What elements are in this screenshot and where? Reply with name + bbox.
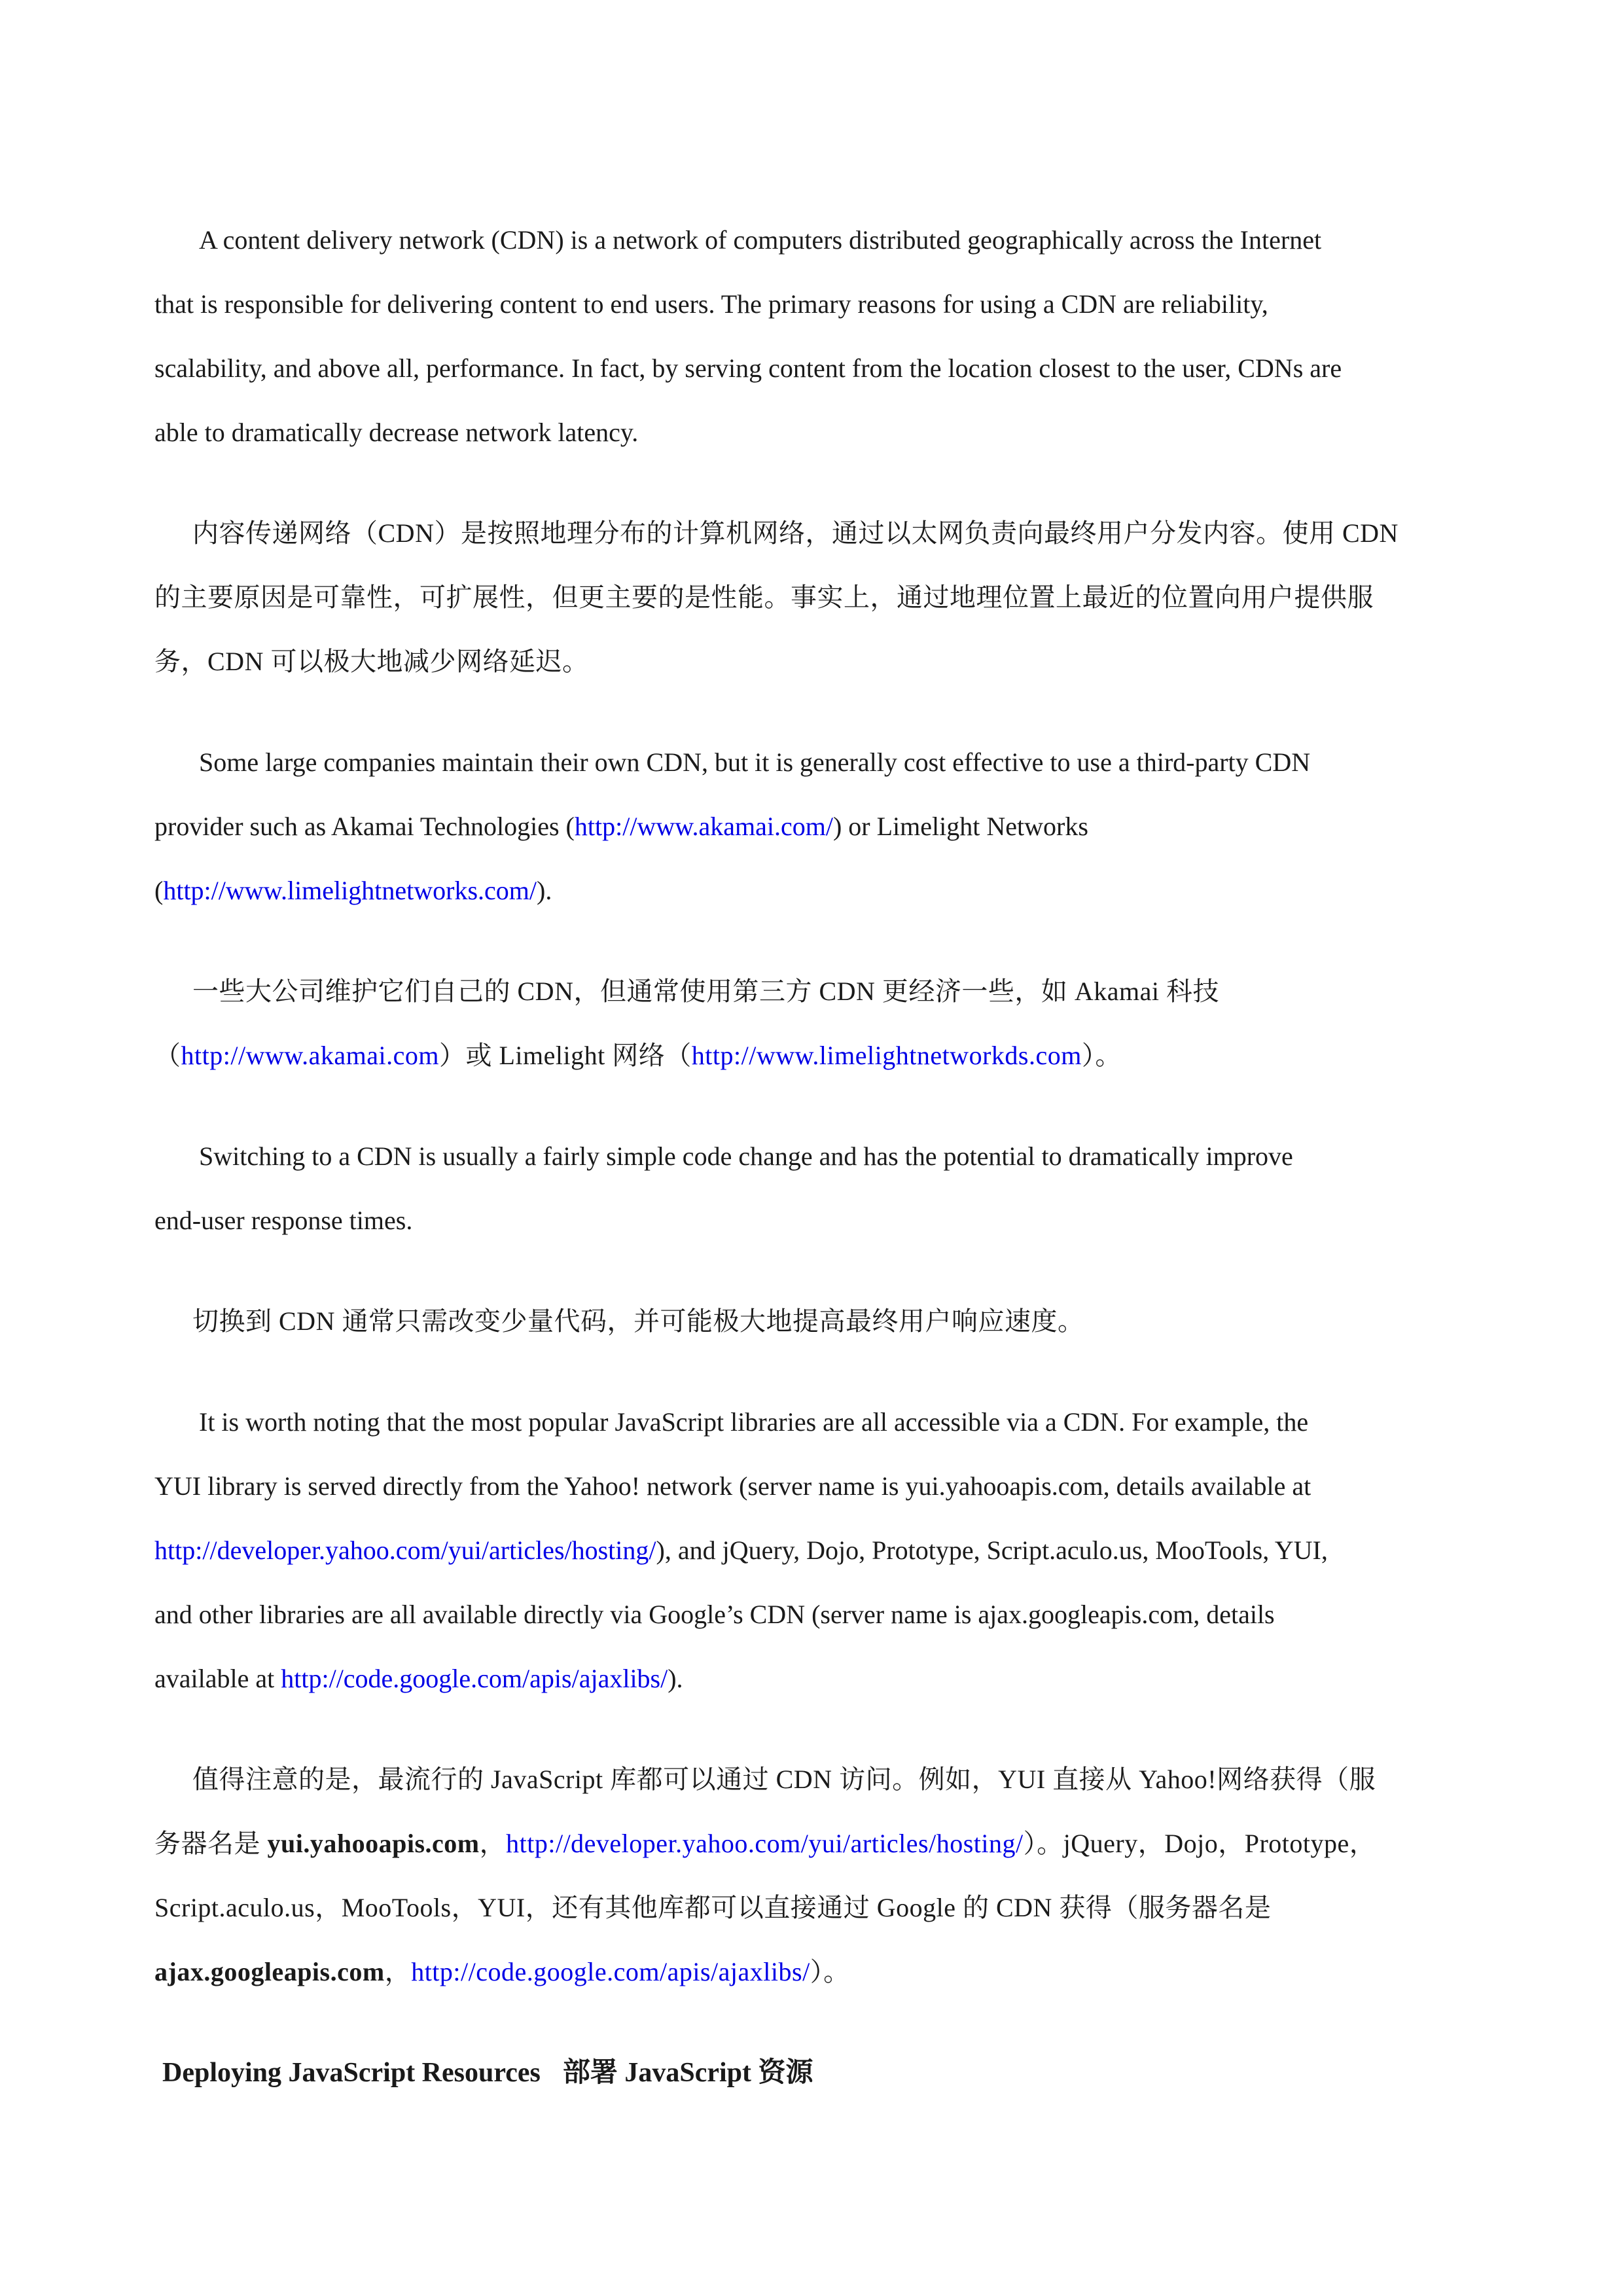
text-fragment: provider such as Akamai Technologies (	[154, 812, 575, 841]
text-line: able to dramatically decrease network latency.	[154, 418, 639, 447]
text-fragment: ).	[668, 1664, 683, 1693]
text-fragment: ）。	[810, 1957, 850, 1986]
google-ajaxlibs-link[interactable]: http://code.google.com/apis/ajaxlibs/	[411, 1957, 810, 1986]
text-fragment: ) or Limelight Networks	[832, 812, 1088, 841]
paragraph-cdn-providers-zh	[154, 960, 1470, 1088]
text-line	[154, 1812, 1470, 1876]
text-fragment: （	[154, 1041, 181, 1070]
text-line: YUI library is served directly from the Yahoo! network (server name is yui.yahooapis.com, details available at	[154, 1471, 1311, 1501]
akamai-link[interactable]: http://www.akamai.com/	[574, 812, 833, 841]
google-ajaxlibs-link[interactable]: http://code.google.com/apis/ajaxlibs/	[281, 1664, 668, 1693]
text-line: and other libraries are all available directly via Google’s CDN (server name is ajax.googleapis.com, details	[154, 1600, 1275, 1629]
text-line: 切换到 CDN 通常只需改变少量代码，并可能极大地提高最终用户响应速度。	[192, 1306, 1084, 1336]
paragraph-cdn-providers-en	[154, 730, 1470, 923]
text-line	[154, 1647, 1470, 1711]
bold-server-name: yui.yahooapis.com	[267, 1829, 480, 1858]
text-line	[154, 1518, 1470, 1583]
yahoo-hosting-link[interactable]: http://developer.yahoo.com/yui/articles/hosting/	[154, 1535, 656, 1565]
text-fragment: ）。jQuery，Dojo，Prototype，	[1023, 1829, 1376, 1858]
section-heading-zh: 部署 JavaScript 资源	[562, 2058, 813, 2088]
paragraph-cdn-switching-en	[154, 1124, 1470, 1253]
text-line	[154, 1940, 1470, 2004]
text-line	[154, 795, 1470, 859]
text-fragment: ), and jQuery, Dojo, Prototype, Script.aculo.us, MooTools, YUI,	[656, 1535, 1328, 1565]
text-line: 一些大公司维护它们自己的 CDN，但通常使用第三方 CDN 更经济一些，如 Akamai 科技	[192, 977, 1220, 1006]
text-fragment: ）。	[1081, 1041, 1122, 1070]
document-page	[154, 208, 1470, 2105]
paragraph-js-libraries-en	[154, 1390, 1470, 1711]
text-fragment: ，	[479, 1829, 507, 1858]
text-fragment: 务器名是	[154, 1829, 268, 1858]
text-line: A content delivery network (CDN) is a network of computers distributed geographically across the Internet	[199, 225, 1322, 255]
yahoo-hosting-link[interactable]: http://developer.yahoo.com/yui/articles/hosting/	[506, 1829, 1024, 1858]
paragraph-js-libraries-zh	[154, 1748, 1470, 2004]
text-line: Script.aculo.us，MooTools，YUI，还有其他库都可以直接通过 Google 的 CDN 获得（服务器名是	[154, 1893, 1272, 1922]
text-line: end-user response times.	[154, 1206, 413, 1235]
text-fragment: ，	[384, 1957, 412, 1986]
text-fragment: (	[154, 876, 164, 905]
text-line: It is worth noting that the most popular JavaScript libraries are all accessible via a CDN. For example, the	[199, 1407, 1309, 1437]
paragraph-cdn-definition-en	[154, 208, 1470, 465]
text-line: Switching to a CDN is usually a fairly simple code change and has the potential to dramatically improve	[199, 1141, 1293, 1171]
section-heading	[154, 2041, 1470, 2105]
text-fragment: ).	[537, 876, 552, 905]
text-line: scalability, and above all, performance. In fact, by serving content from the location closest to the user, CDNs are	[154, 353, 1342, 383]
text-fragment: available at	[154, 1664, 281, 1693]
limelight-link[interactable]: http://www.limelightnetworks.com/	[163, 876, 537, 905]
bold-server-name: ajax.googleapis.com	[154, 1957, 385, 1986]
text-line	[154, 1024, 1470, 1088]
text-line: 内容传递网络（CDN）是按照地理分布的计算机网络，通过以太网负责向最终用户分发内容。使用 CDN	[192, 518, 1399, 548]
text-line: 务，CDN 可以极大地减少网络延迟。	[154, 647, 589, 676]
paragraph-cdn-definition-zh	[154, 501, 1470, 694]
text-line: 的主要原因是可靠性，可扩展性，但更主要的是性能。事实上，通过地理位置上最近的位置向用户提供服	[154, 583, 1374, 612]
text-line: 值得注意的是，最流行的 JavaScript 库都可以通过 CDN 访问。例如，YUI 直接从 Yahoo!网络获得（服	[192, 1765, 1376, 1794]
text-line: Some large companies maintain their own CDN, but it is generally cost effective to use a third-party CDN	[199, 747, 1311, 777]
text-line: that is responsible for delivering content to end users. The primary reasons for using a CDN are reliability,	[154, 289, 1268, 319]
akamai-link[interactable]: http://www.akamai.com	[181, 1041, 439, 1070]
text-fragment: ）或 Limelight 网络（	[438, 1041, 692, 1070]
paragraph-cdn-switching-zh	[154, 1289, 1470, 1354]
text-line	[154, 859, 1470, 923]
section-heading-en: Deploying JavaScript Resources	[162, 2058, 541, 2088]
limelight-link[interactable]: http://www.limelightnetworkds.com	[691, 1041, 1082, 1070]
